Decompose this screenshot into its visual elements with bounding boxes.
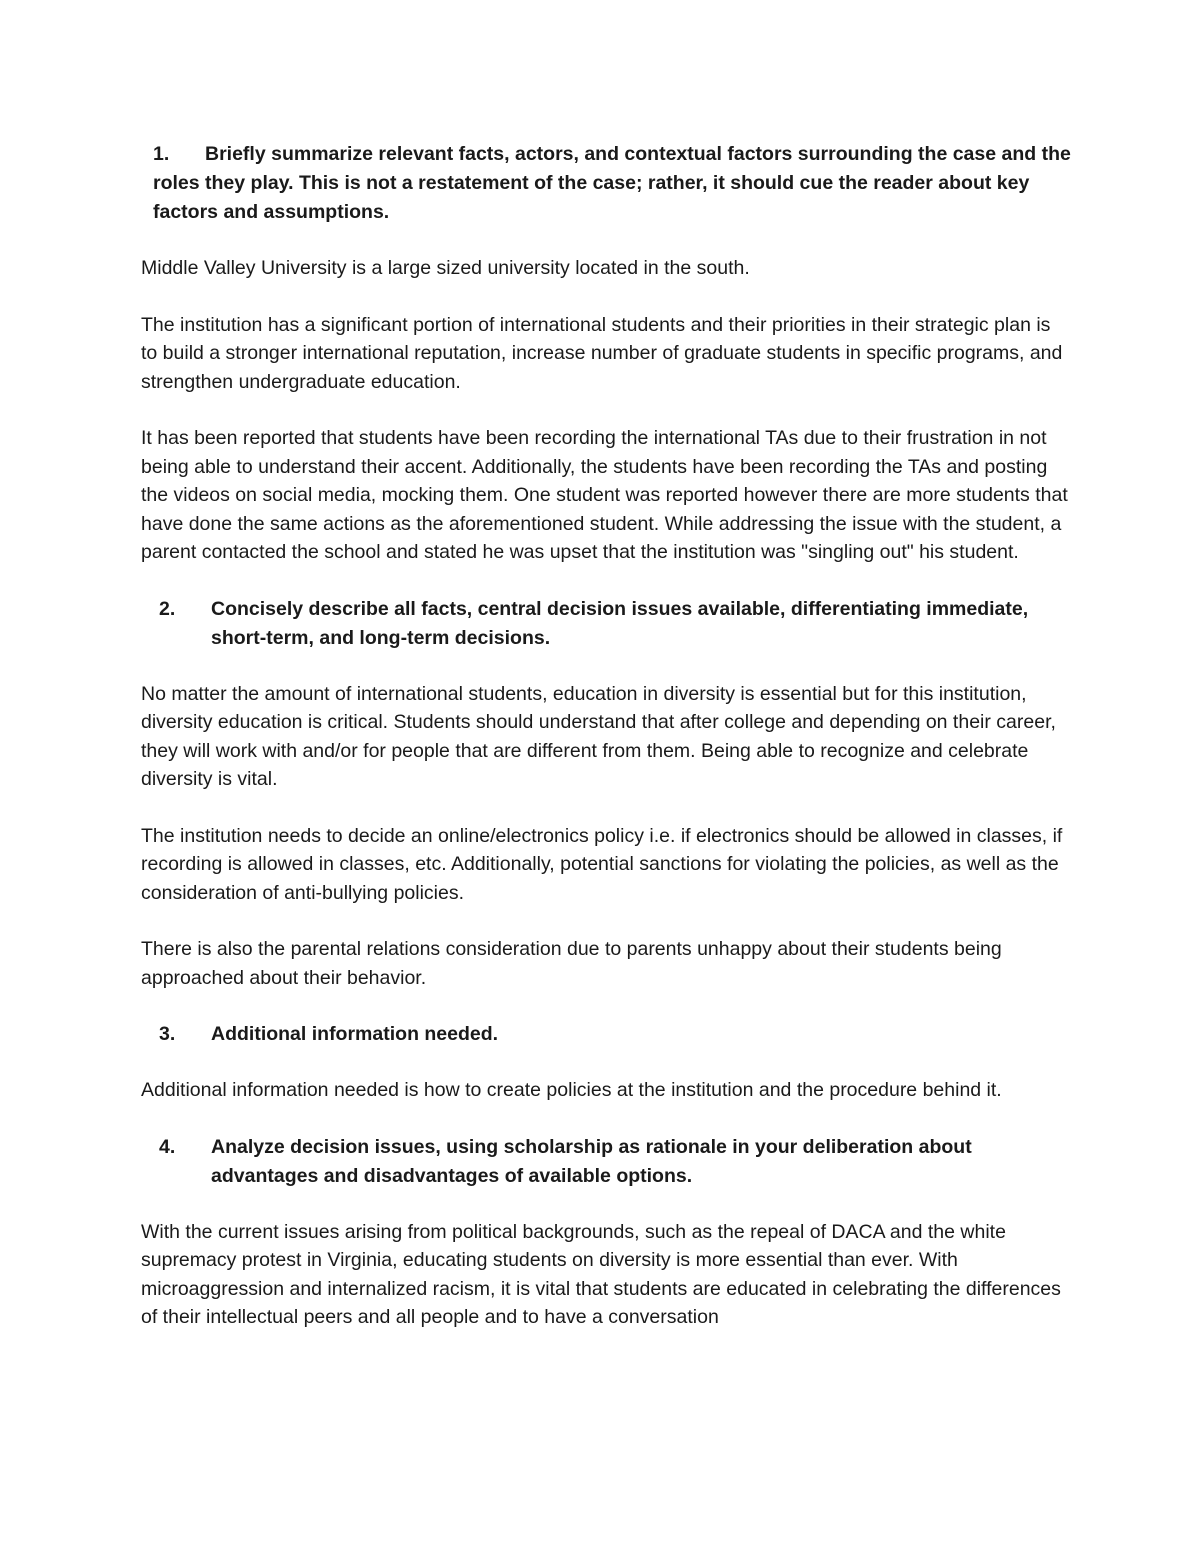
document-body bbox=[141, 140, 1071, 1332]
section-1-paragraph-2: The institution has a significant portion of international students and their priorities in their strategic plan is to build a stronger international reputation, increase number of graduate students in specific programs, and strengthen undergraduate education. bbox=[141, 313, 1063, 393]
section-2-paragraph-3: There is also the parental relations consideration due to parents unhappy about their students being approached about their behavior. bbox=[141, 938, 1002, 989]
section-3-paragraph-1: Additional information needed is how to create policies at the institution and the procedure behind it. bbox=[141, 1079, 1002, 1101]
section-3-number: 3. bbox=[159, 1023, 176, 1045]
section-3-heading bbox=[141, 1020, 1071, 1049]
section-1-paragraph-1: Middle Valley University is a large sized university located in the south. bbox=[141, 257, 750, 279]
section-4-title: Analyze decision issues, using scholarship as rationale in your deliberation about advantages and disadvantages of available options. bbox=[211, 1135, 972, 1187]
section-2-number: 2. bbox=[159, 597, 176, 620]
section-1-paragraph-3: It has been reported that students have been recording the international TAs due to their frustration in not being able to understand their accent. Additionally, the students have been recording the TAs and posting the videos on social media, mocking them. One student was reported however there are more students that have done the same actions as the aforementioned student. While addressing the issue with the student, a parent contacted the school and stated he was upset that the institution was "singling out" his student. bbox=[141, 427, 1068, 563]
section-4-heading bbox=[141, 1133, 1071, 1191]
section-3-title: Additional information needed. bbox=[211, 1023, 499, 1045]
section-1-number: 1. bbox=[153, 143, 170, 165]
section-2-paragraph-2: The institution needs to decide an online/electronics policy i.e. if electronics should be allowed in classes, if recording is allowed in classes, etc. Additionally, potential sanctions for violating the policies, as well as the consideration of anti-bullying policies. bbox=[141, 824, 1063, 904]
section-2-heading bbox=[141, 595, 1071, 653]
section-4-number: 4. bbox=[159, 1135, 176, 1158]
section-2-title: Concisely describe all facts, central decision issues available, differentiating immediate, short-term, and long-term decisions. bbox=[211, 597, 1029, 649]
section-1-title: Briefly summarize relevant facts, actors, and contextual factors surrounding the case and the roles they play. This is not a restatement of the case; rather, it should cue the reader about key factors and assumptions. bbox=[153, 143, 1071, 223]
section-1-heading bbox=[141, 140, 1071, 227]
section-2-paragraph-1: No matter the amount of international students, education in diversity is essential but for this institution, diversity education is critical. Students should understand that after college and depending on their career, they will work with and/or for people that are different from them. Being able to recognize and celebrate diversity is vital. bbox=[141, 682, 1056, 790]
section-4-paragraph-1: With the current issues arising from political backgrounds, such as the repeal of DACA and the white supremacy protest in Virginia, educating students on diversity is more essential than ever. With microaggression and internalized racism, it is vital that students are educated in celebrating the differences of their intellectual peers and all people and to have a conversation bbox=[141, 1220, 1061, 1328]
